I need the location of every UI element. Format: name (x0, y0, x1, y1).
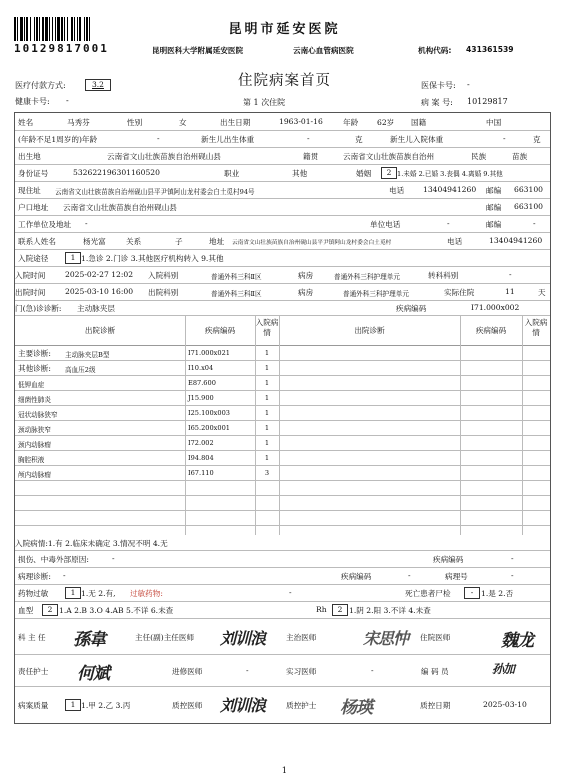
relation-label: 关系 (126, 237, 142, 246)
blood-code: 2 (42, 604, 58, 616)
hukou-zip-value: 663100 (514, 202, 543, 211)
dx-name: 胸腔积液 (18, 456, 45, 464)
work-label: 工作单位及地址 (18, 220, 72, 229)
code-header-2: 疾病编码 (475, 326, 507, 335)
row-work (15, 215, 550, 233)
qc-doctor-signature: 刘训浪 (220, 696, 266, 715)
table-row (15, 405, 550, 421)
newborn-weight-value: - (307, 134, 310, 143)
dis-time-value: 2025-03-10 16:00 (65, 287, 134, 296)
dx-header: 出院诊断 (84, 326, 116, 335)
phone-label: 电话 (389, 186, 405, 195)
row-allergy (15, 584, 550, 602)
injury-code-value: - (511, 554, 514, 563)
route-code: 1 (65, 252, 81, 264)
hukou-zip-label: 邮编 (486, 203, 502, 212)
infant-age-label: (年龄不足1周岁的)年龄 (18, 135, 98, 144)
hukou-value: 云南省文山壮族苗族自治州砚山县 (63, 203, 177, 212)
dx-name: 颈动脉狭窄 (18, 426, 51, 434)
row-contact (15, 232, 550, 250)
coder-signature: 孙加 (492, 662, 515, 676)
unit-gram: 克 (355, 135, 363, 144)
contact-addr-value: 云南省文山壮族苗族自治州砚山县平尹镇阿山龙村委会白土觅村 (232, 240, 392, 246)
dx-condition: 3 (264, 469, 270, 477)
dx-code: I10.x04 (188, 364, 214, 372)
row-injury (15, 550, 550, 568)
row-staff-1 (15, 618, 550, 655)
page-number: 1 (281, 766, 288, 776)
route-label: 入院途径 (18, 254, 49, 263)
qc-doctor-label: 质控医师 (172, 701, 203, 710)
qc-nurse-label: 质控护士 (286, 701, 317, 710)
marital-label: 婚姻 (356, 169, 372, 178)
dx-name: 颈内动脉瘤 (18, 441, 51, 449)
relation-value: 子 (175, 237, 183, 246)
nurse-label: 责任护士 (18, 667, 49, 676)
dx-code: I25.100x003 (188, 409, 230, 417)
dis-ward-label: 病房 (298, 288, 314, 297)
nationality-label: 国籍 (411, 118, 427, 127)
newborn-adm-weight-value: - (503, 134, 506, 143)
row-staff-2 (15, 654, 550, 687)
dx-name: 颅内动脉瘤 (18, 471, 51, 479)
qc-date-label: 质控日期 (420, 701, 451, 710)
row-outpatient (15, 300, 550, 316)
table-row (15, 450, 550, 466)
birthplace-value: 云南省文山壮族苗族自治州砚山县 (107, 152, 221, 161)
table-row (15, 375, 550, 391)
adm-time-value: 2025-02-27 12:02 (65, 270, 134, 279)
injury-label: 损伤、中毒外部原因: (18, 555, 89, 564)
blood-label: 血型 (18, 606, 34, 615)
address-label: 现住址 (18, 186, 41, 195)
dx-code: E87.600 (188, 379, 216, 387)
attending-label: 主治医师 (286, 633, 317, 642)
days-unit: 天 (538, 288, 546, 297)
times-suffix: 次住院 (261, 98, 286, 107)
work-phone-value: - (447, 219, 450, 228)
marital-options: 1.未婚 2.已婚 3.丧偶 4.离婚 9.其他 (397, 170, 503, 178)
address-value: 云南省文山壮族苗族自治州砚山县平尹镇阿山龙村委会白土觅村94号 (55, 188, 255, 196)
attending-signature: 宋思忡 (363, 629, 409, 648)
cond-header: 入院病情 (255, 318, 279, 337)
dx-prefix: 主要诊断: (18, 349, 51, 358)
row-infant (15, 130, 550, 148)
allergy-options: 1.无 2.有, (81, 589, 116, 598)
dx-code: I65.200x001 (188, 424, 230, 432)
advanced-value: - (246, 666, 249, 675)
dx-header-2: 出院诊断 (354, 326, 385, 335)
adm-dept-value: 普通外科三科Ⅱ区 (211, 273, 262, 281)
row-discharge (15, 283, 550, 301)
work-zip-value: - (533, 219, 536, 228)
dx-prefix: 其他诊断: (18, 364, 51, 373)
phone-value: 13404941260 (423, 185, 477, 194)
work-zip-label: 邮编 (486, 220, 502, 229)
dx-name: 细菌性肺炎 (18, 396, 51, 404)
pathology-label: 病理诊断: (18, 572, 51, 581)
rh-options: 1.阴 2.阳 3.不详 4.未查 (349, 606, 431, 615)
pathology-code-label: 疾病编码 (341, 572, 372, 581)
outpatient-label: 门(急)诊诊断: (15, 304, 62, 313)
director-signature: 孫韋 (73, 630, 105, 650)
page-title: 住院病案首页 (238, 73, 331, 89)
table-row (15, 480, 550, 496)
rh-label: Rh (316, 605, 327, 614)
dis-ward-value: 普通外科三科护理单元 (343, 290, 409, 298)
allergy-drug-value: - (289, 588, 292, 597)
dx-name: 冠状动脉狭窄 (18, 411, 58, 419)
sex-value: 女 (179, 118, 187, 127)
affiliation-school: 昆明医科大学附属延安医院 (152, 46, 244, 55)
dis-dept-label: 出院科别 (148, 288, 179, 297)
advanced-label: 进修医师 (172, 667, 203, 676)
row-route (15, 249, 550, 267)
adm-time-label: 入院时间 (15, 271, 46, 280)
hospital-name: 昆明市延安医院 (228, 22, 341, 37)
coder-label: 编 码 员 (421, 667, 449, 676)
nurse-signature: 何斌 (77, 664, 109, 684)
row-id (15, 164, 550, 182)
zip-label: 邮编 (486, 186, 502, 195)
nationality-value: 中国 (486, 118, 502, 127)
outpatient-code-label: 疾病编码 (396, 304, 427, 313)
row-birthplace (15, 147, 550, 165)
condition-legend: 入院病情:1.有 2.临床未确定 3.情况不明 4.无 (15, 539, 168, 548)
quality-code: 1 (65, 699, 81, 711)
dx-name: 高血压2级 (65, 366, 96, 374)
injury-code-label: 疾病编码 (433, 555, 464, 564)
row-pathology (15, 567, 550, 585)
autopsy-options: 1.是 2.否 (481, 589, 514, 598)
record-table (14, 112, 551, 724)
transfer-value: - (509, 270, 512, 279)
dx-code: I94.804 (188, 454, 214, 462)
table-row (15, 435, 550, 451)
admission-times (243, 97, 285, 108)
intern-value: - (371, 666, 374, 675)
cond-header-2: 入院病情 (524, 318, 548, 337)
contact-phone-value: 13404941260 (489, 236, 543, 245)
contact-addr-label: 地址 (209, 237, 225, 246)
rh-code: 2 (332, 604, 348, 616)
org-code-value: 431361539 (466, 45, 514, 54)
resident-signature: 魏龙 (501, 631, 533, 651)
table-row (15, 465, 550, 481)
route-options: 1.急诊 2.门诊 3.其他医疗机构转入 9.其他 (81, 254, 224, 263)
name-value: 马秀芬 (67, 118, 90, 127)
code-header: 疾病编码 (204, 326, 236, 335)
qc-nurse-signature: 杨瑛 (340, 698, 372, 718)
allergy-drug-label: 过敏药物: (130, 589, 163, 598)
times-prefix: 第 (243, 98, 251, 107)
chief-label: 主任(副)主任医师 (135, 633, 195, 642)
adm-ward-value: 普通外科三科护理单元 (334, 273, 400, 281)
affiliation-center: 云南心血管病医院 (293, 46, 354, 55)
autopsy-label: 死亡患者尸检 (405, 589, 451, 598)
row-address (15, 181, 550, 199)
dis-time-label: 出院时间 (15, 288, 46, 297)
dis-dept-value: 普通外科三科Ⅱ区 (211, 290, 262, 298)
allergy-code: 1 (65, 587, 81, 599)
marital-code: 2 (381, 167, 397, 179)
table-row (15, 495, 550, 511)
dx-condition: 1 (264, 364, 270, 372)
work-value: - (85, 219, 88, 228)
sex-label: 性别 (127, 118, 143, 127)
intern-label: 实习医师 (286, 667, 317, 676)
outpatient-code-value: I71.000x002 (471, 303, 520, 312)
pathology-no-label: 病理号 (445, 572, 468, 581)
contact-value: 杨光富 (83, 237, 106, 246)
dob-label: 出生日期 (220, 118, 251, 127)
qc-date-value: 2025-03-10 (483, 700, 527, 709)
infant-age-value: - (157, 134, 160, 143)
director-label: 科 主 任 (18, 633, 46, 642)
autopsy-code: - (464, 587, 480, 599)
blood-options: 1.A 2.B 3.O 4.AB 5.不详 6.未查 (59, 606, 174, 615)
age-value: 62岁 (377, 118, 395, 127)
adm-dept-label: 入院科别 (148, 271, 179, 280)
id-value: 532622196301160520 (73, 168, 160, 177)
quality-options: 1.甲 2.乙 3.丙 (81, 701, 131, 710)
dx-code: J15.900 (188, 394, 214, 402)
occupation-label: 职业 (224, 169, 240, 178)
ethnicity-value: 苗族 (512, 152, 528, 161)
birthplace-label: 出生地 (18, 152, 41, 161)
table-row (15, 360, 550, 376)
outpatient-value: 主动脉夹层 (77, 304, 115, 313)
dx-condition: 1 (264, 379, 270, 387)
row-condition-legend (15, 535, 550, 551)
pathology-no-value: - (511, 571, 514, 580)
contact-label: 联系人姓名 (18, 237, 56, 246)
contact-phone-label: 电话 (447, 237, 463, 246)
table-row (15, 390, 550, 406)
health-card-label: 健康卡号: (15, 97, 50, 106)
dx-condition: 1 (264, 349, 270, 357)
pathology-code-value: - (408, 571, 411, 580)
row-quality (15, 686, 550, 723)
table-row (15, 420, 550, 436)
record-no-label: 病 案 号: (421, 98, 453, 107)
org-code-label: 机构代码: (418, 46, 452, 55)
native-value: 云南省文山壮族苗族自治州 (343, 152, 435, 161)
barcode-number: 10129817001 (14, 42, 109, 55)
allergy-label: 药物过敏 (18, 589, 49, 598)
dx-condition: 1 (264, 394, 270, 402)
record-no-value: 10129817 (467, 97, 508, 106)
dx-code: I67.110 (188, 469, 214, 477)
age-label: 年龄 (343, 118, 359, 127)
ethnicity-label: 民族 (471, 152, 487, 161)
dx-condition: 1 (264, 409, 270, 417)
payment-value: 3.2 (85, 79, 111, 91)
quality-label: 病案质量 (18, 701, 49, 710)
payment-label: 医疗付款方式: (15, 81, 66, 90)
native-label: 籍贯 (303, 152, 319, 161)
name-label: 姓名 (18, 118, 34, 127)
dx-code: I72.002 (188, 439, 214, 447)
resident-label: 住院医师 (420, 633, 451, 642)
chief-signature: 刘训浪 (220, 629, 266, 648)
times-value: 1 (253, 98, 259, 107)
dx-condition: 1 (264, 424, 270, 432)
row-hukou (15, 198, 550, 216)
diagnosis-header (15, 315, 550, 346)
unit-gram-2: 克 (533, 135, 541, 144)
adm-ward-label: 病房 (298, 271, 314, 280)
table-row (15, 345, 550, 361)
zip-value: 663100 (514, 185, 543, 194)
transfer-label: 转科科别 (428, 271, 459, 280)
hukou-label: 户口地址 (18, 203, 49, 212)
row-name (15, 113, 550, 131)
dx-condition: 1 (264, 454, 270, 462)
pathology-value: - (63, 571, 66, 580)
insurance-card-label: 医保卡号: (421, 81, 456, 90)
days-label: 实际住院 (444, 288, 475, 297)
injury-value: - (112, 554, 115, 563)
days-value: 11 (505, 287, 515, 296)
occupation-value: 其他 (292, 169, 308, 178)
health-card-value: - (66, 96, 69, 105)
dx-name: 低钾血症 (18, 381, 45, 389)
work-phone-label: 单位电话 (370, 220, 401, 229)
dx-condition: 1 (264, 439, 270, 447)
newborn-weight-label: 新生儿出生体重 (201, 135, 255, 144)
newborn-adm-weight-label: 新生儿入院体重 (390, 135, 444, 144)
id-label: 身份证号 (18, 169, 49, 178)
insurance-card-value: - (467, 80, 470, 89)
dx-code: I71.000x021 (188, 349, 230, 357)
dx-name: 主动脉夹层B型 (65, 351, 110, 359)
row-blood (15, 601, 550, 619)
dob-value: 1963-01-16 (279, 117, 323, 126)
table-row (15, 510, 550, 526)
row-admit (15, 266, 550, 284)
